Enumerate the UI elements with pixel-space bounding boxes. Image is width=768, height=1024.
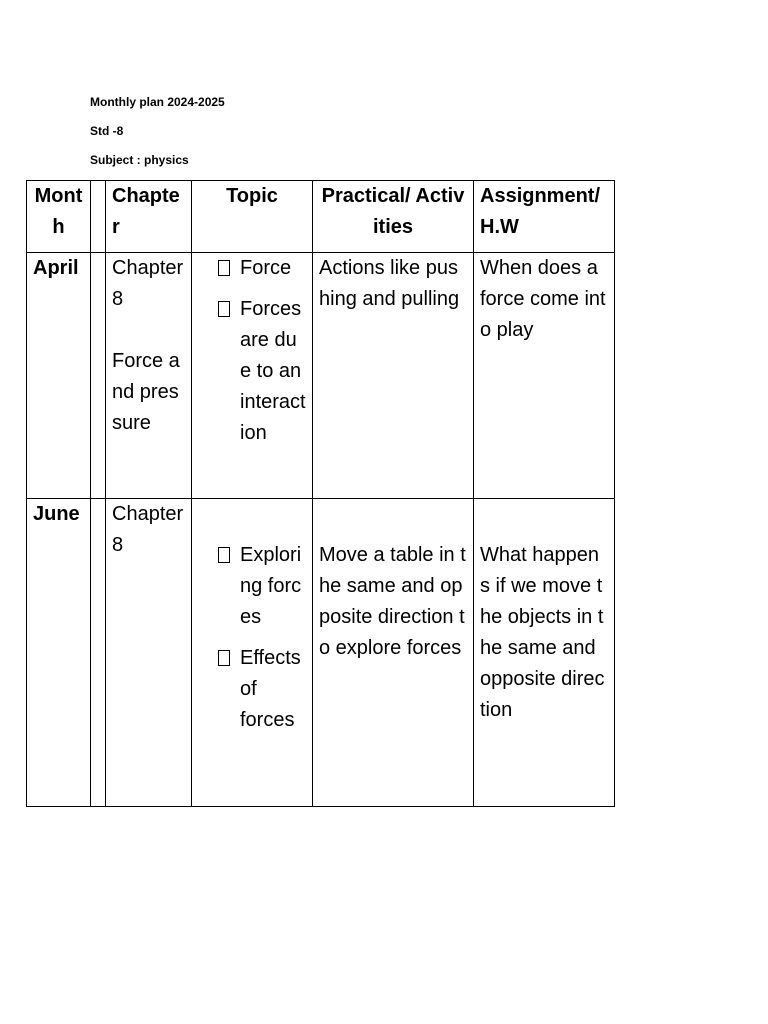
subject-label: Subject : physics xyxy=(90,153,189,167)
month-cell: April xyxy=(27,253,91,499)
topic-text: Effects of forces xyxy=(240,647,301,731)
header-chapter: Chapter xyxy=(106,181,192,253)
topic-item xyxy=(192,540,306,633)
assignment-cell: When does a force come into play xyxy=(474,253,615,499)
std-label: Std -8 xyxy=(90,124,124,138)
topic-text: Forces are due to an interaction xyxy=(240,298,306,444)
bullet-box-icon xyxy=(218,650,230,666)
header-assignment: Assignment/ H.W xyxy=(474,181,615,253)
chapter-number: Chapter 8 xyxy=(112,257,184,310)
plan-title: Monthly plan 2024-2025 xyxy=(90,95,225,109)
topic-item xyxy=(192,253,306,284)
chapter-cell xyxy=(106,253,192,499)
header-month: Month xyxy=(27,181,91,253)
spacer-cell xyxy=(91,499,106,807)
header-spacer xyxy=(91,181,106,253)
header-practical: Practical/ Activities xyxy=(313,181,474,253)
chapter-cell xyxy=(106,499,192,807)
chapter-number: Chapter 8 xyxy=(112,503,184,556)
bullet-box-icon xyxy=(218,260,230,276)
table-header-row xyxy=(27,181,615,253)
topic-item xyxy=(192,643,306,736)
practical-cell: Move a table in the same and opposite direction to explore forces xyxy=(313,499,474,807)
bullet-box-icon xyxy=(218,301,230,317)
table-row xyxy=(27,253,615,499)
table-row xyxy=(27,499,615,807)
assignment-cell: What happens if we move the objects in the same and opposite direction xyxy=(474,499,615,807)
header-topic: Topic xyxy=(192,181,313,253)
practical-cell: Actions like pushing and pulling xyxy=(313,253,474,499)
topic-text: Exploring forces xyxy=(240,544,302,628)
topic-cell xyxy=(192,499,313,807)
bullet-box-icon xyxy=(218,547,230,563)
topic-item xyxy=(192,294,306,449)
topic-cell xyxy=(192,253,313,499)
chapter-name: Force and pressure xyxy=(112,350,180,434)
topic-text: Force xyxy=(240,257,292,279)
month-cell: June xyxy=(27,499,91,807)
spacer-cell xyxy=(91,253,106,499)
monthly-plan-table xyxy=(26,180,615,807)
